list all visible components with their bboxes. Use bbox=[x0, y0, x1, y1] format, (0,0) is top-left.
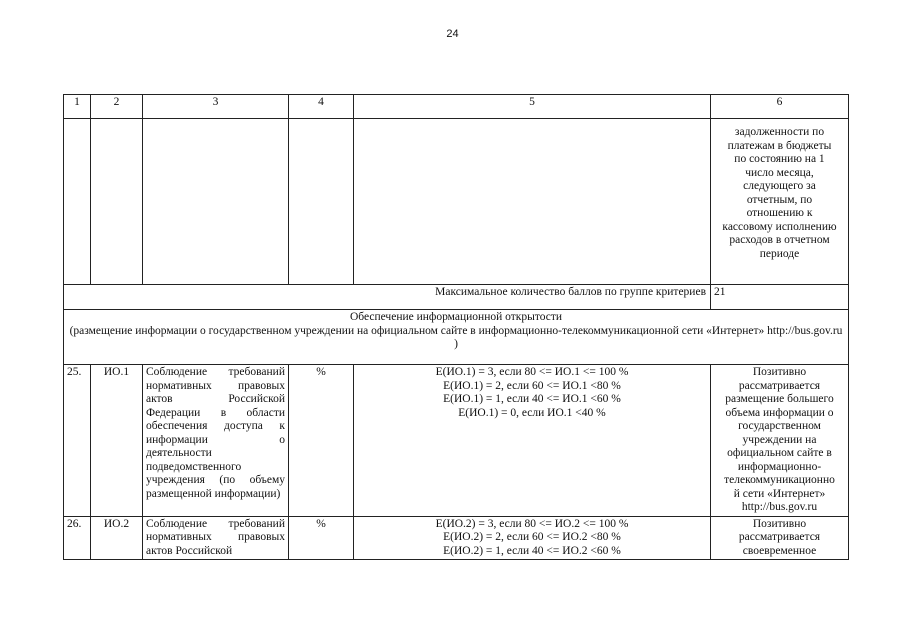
column-header: 5 bbox=[354, 95, 711, 119]
section-subtitle: (размещение информации о государственном учреждении на официальном сайте в информационно-телекоммуникационной сети «Интернет» http://bus.gov.ru ) bbox=[69, 324, 843, 350]
row-unit: % bbox=[289, 365, 354, 517]
section-header-row bbox=[64, 310, 849, 365]
row-formula: Е(ИО.1) = 3, если 80 <= ИО.1 <= 100 % Е(ИО.1) = 2, если 60 <= ИО.1 <80 % Е(ИО.1) = 1, если 40 <= ИО.1 <60 % Е(ИО.1) = 0, если ИО.1 <40 % bbox=[354, 365, 711, 517]
table-row bbox=[64, 516, 849, 560]
row-note: Позитивно рассматривается своевременное bbox=[711, 516, 849, 560]
row-formula: Е(ИО.2) = 3, если 80 <= ИО.2 <= 100 % Е(ИО.2) = 2, если 60 <= ИО.2 <80 % Е(ИО.2) = 1, если 40 <= ИО.2 <60 % bbox=[354, 516, 711, 560]
max-score-label: Максимальное количество баллов по группе критериев bbox=[64, 285, 711, 310]
row-unit: % bbox=[289, 516, 354, 560]
column-header: 6 bbox=[711, 95, 849, 119]
table-header-row bbox=[64, 95, 849, 119]
row-code: ИО.1 bbox=[91, 365, 143, 517]
table-row bbox=[64, 365, 849, 517]
column-header: 3 bbox=[143, 95, 289, 119]
row-note: Позитивно рассматривается размещение большего объема информации о государственном учреждении на официальном сайте в информационно- телекоммуникационно й сети «Интернет» http://bus.gov.ru bbox=[711, 365, 849, 517]
max-score-value: 21 bbox=[711, 285, 849, 310]
column-header: 2 bbox=[91, 95, 143, 119]
column-header: 1 bbox=[64, 95, 91, 119]
row-code: ИО.2 bbox=[91, 516, 143, 560]
page-number: 24 bbox=[446, 28, 459, 40]
criteria-table bbox=[63, 94, 849, 560]
continuation-note: задолженности по платежам в бюджеты по состоянию на 1 число месяца, следующего за отчетным, по отношению к кассовому исполнению расходов в отчетном периоде bbox=[711, 119, 849, 285]
row-criterion: Соблюдение требований нормативных правовых актов Российской Федерации в области обеспечения доступа к информации о деятельности подведомственного учреждения (по объему размещенной информации) bbox=[143, 365, 289, 517]
max-score-row bbox=[64, 285, 849, 310]
row-criterion: Соблюдение требований нормативных правовых актов Российской bbox=[143, 516, 289, 560]
column-header: 4 bbox=[289, 95, 354, 119]
section-title: Обеспечение информационной открытости bbox=[349, 311, 563, 323]
row-number: 26. bbox=[64, 516, 91, 560]
continuation-row bbox=[64, 119, 849, 285]
row-number: 25. bbox=[64, 365, 91, 517]
